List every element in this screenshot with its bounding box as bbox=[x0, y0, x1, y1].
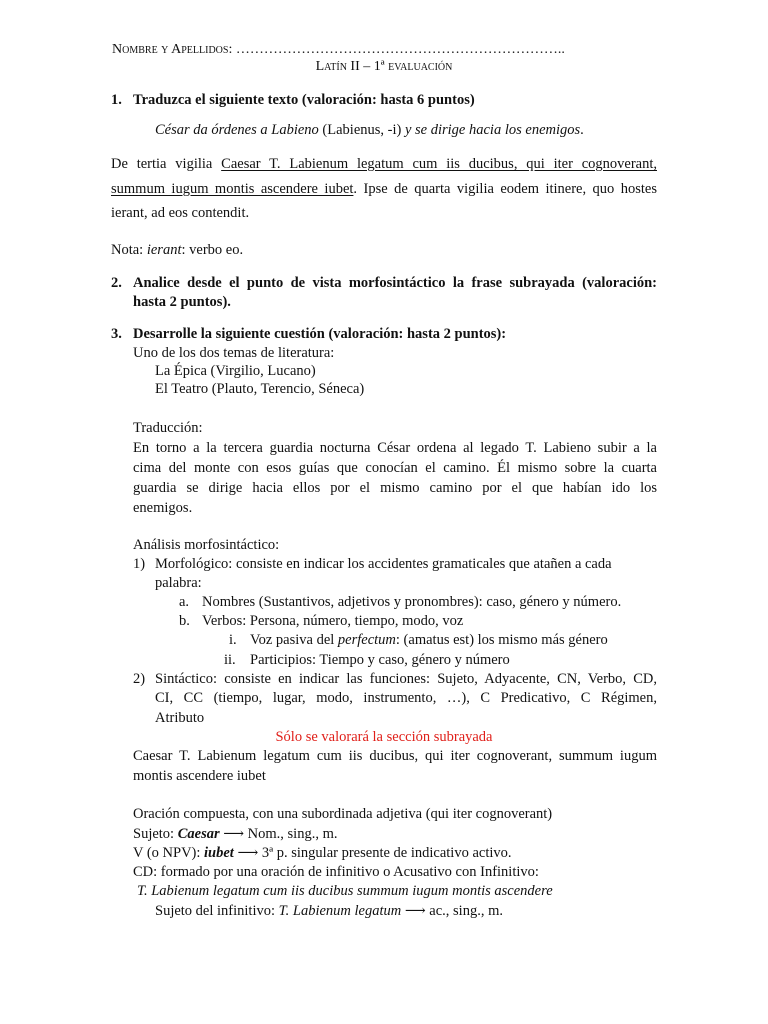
item-i-post: : (amatus est) los mismo más género bbox=[395, 632, 608, 648]
q2-number: 2. bbox=[111, 275, 122, 291]
item-i-text bbox=[250, 632, 608, 649]
translation-line-4: enemigos. bbox=[133, 500, 193, 516]
note-word: ierant bbox=[146, 242, 182, 258]
item-a-marker: a. bbox=[179, 594, 190, 610]
infinitive-subject bbox=[155, 903, 503, 920]
syntax-line-1: Oración compuesta, con una subordinada adjetiva (qui iter cognoverant) bbox=[133, 806, 553, 822]
note-post: : verbo eo. bbox=[181, 242, 244, 258]
item-a-text: Nombres (Sustantivos, adjetivos y pronombres): caso, género y número. bbox=[202, 594, 622, 610]
latin-line-2 bbox=[111, 181, 657, 198]
red-note: Sólo se valorará la sección subrayada bbox=[275, 729, 493, 745]
synt-line-1: Sintáctico: consiste en indicar las funciones: Sujeto, Adyacente, CN, Verbo, CD, bbox=[155, 671, 657, 687]
translation-line-1: En torno a la tercera guardia nocturna César ordena al legado T. Labieno subir a la bbox=[133, 440, 657, 456]
item-i-pre: Voz pasiva del bbox=[250, 632, 338, 648]
translation-line-3: guardia se dirige hacia ellos por el mismo camino por el que habían ido los bbox=[133, 480, 657, 496]
inf-subject-analysis: ⟶ ac., sing., m. bbox=[401, 903, 503, 919]
infinitive-phrase: T. Labienum legatum cum iis ducibus summum iugum montis ascendere bbox=[137, 883, 553, 899]
synt-line-3: Atributo bbox=[155, 710, 205, 726]
name-dots: …………………………………………………………….. bbox=[232, 42, 565, 57]
syntax-cd: CD: formado por una oración de infinitivo o Acusativo con Infinitivo: bbox=[133, 864, 539, 880]
q1-heading: Traduzca el siguiente texto (valoración: hasta 6 puntos) bbox=[133, 92, 475, 108]
q3-heading: Desarrolle la siguiente cuestión (valoración: hasta 2 puntos): bbox=[133, 326, 507, 342]
q1-note bbox=[111, 242, 243, 259]
subject-analysis: ⟶ Nom., sing., m. bbox=[219, 826, 338, 842]
syntax-subject bbox=[133, 826, 338, 843]
morph-line-2: palabra: bbox=[155, 575, 202, 591]
synt-line-2: CI, CC (tiempo, lugar, modo, instrumento, …), C Predicativo, C Régimen, bbox=[155, 690, 657, 706]
item-b-marker: b. bbox=[179, 613, 190, 629]
item-i-word: perfectum bbox=[337, 632, 396, 648]
item-ii-marker: ii. bbox=[224, 652, 236, 668]
sentence-line-1: Caesar T. Labienum legatum cum iis ducibus, qui iter cognoverant, summum iugum bbox=[133, 748, 657, 764]
context-cesar: César da órdenes a Labieno bbox=[155, 122, 319, 138]
name-label: Nombre y Apellidos: bbox=[112, 42, 233, 57]
latin-l1-pre: De tertia vigilia bbox=[111, 156, 222, 172]
inf-subject-label: Sujeto del infinitivo: bbox=[155, 903, 279, 919]
analysis-label: Análisis morfosintáctico: bbox=[133, 537, 280, 553]
item-i-marker: i. bbox=[229, 632, 237, 648]
exam-title: Latín II – 1ª evaluación bbox=[315, 59, 453, 74]
q2-heading-1: Analice desde el punto de vista morfosintáctico la frase subrayada (valoración: bbox=[133, 275, 657, 291]
context-enemies: y se dirige hacia los enemigos bbox=[404, 122, 581, 138]
inf-subject-word: T. Labienum legatum bbox=[278, 903, 402, 919]
subject-word: Caesar bbox=[177, 826, 220, 842]
latin-line-1 bbox=[111, 156, 657, 173]
verb-word: iubet bbox=[204, 845, 234, 861]
q1-context bbox=[155, 122, 584, 139]
latin-line-3: ierant, ad eos contendit. bbox=[111, 205, 250, 221]
item-b-text: Verbos: Persona, número, tiempo, modo, voz bbox=[202, 613, 464, 629]
q2-heading-2: hasta 2 puntos). bbox=[133, 294, 231, 310]
q3-topic-epica: La Épica (Virgilio, Lucano) bbox=[155, 363, 316, 379]
translation-line-2: cima del monte con esos guías que conocían el camino. Él mismo sobre la cuarta bbox=[133, 460, 657, 476]
latin-l2-underlined: summum iugum montis ascendere iubet bbox=[111, 181, 354, 197]
translation-label: Traducción: bbox=[133, 420, 203, 436]
sentence-line-2: montis ascendere iubet bbox=[133, 768, 266, 784]
q3-intro: Uno de los dos temas de literatura: bbox=[133, 345, 335, 361]
item-ii-text: Participios: Tiempo y caso, género y número bbox=[250, 652, 510, 668]
note-prefix: Nota: bbox=[111, 242, 147, 258]
morph-number: 1) bbox=[133, 556, 146, 572]
q3-number: 3. bbox=[111, 326, 122, 342]
morph-line-1: Morfológico: consiste en indicar los accidentes gramaticales que atañen a cada bbox=[155, 556, 612, 572]
q3-topic-teatro: El Teatro (Plauto, Terencio, Séneca) bbox=[155, 381, 365, 397]
synt-number: 2) bbox=[133, 671, 146, 687]
latin-l1-underlined: Caesar T. Labienum legatum cum iis ducibus, qui iter cognoverant, bbox=[221, 156, 657, 172]
context-labienus: (Labienus, -i) bbox=[318, 122, 405, 138]
q1-number: 1. bbox=[111, 92, 122, 108]
syntax-verb bbox=[133, 845, 512, 862]
verb-analysis: ⟶ 3ª p. singular presente de indicativo activo. bbox=[233, 845, 512, 861]
verb-label: V (o NPV): bbox=[133, 845, 205, 861]
context-period: . bbox=[580, 122, 584, 138]
name-line bbox=[112, 41, 565, 58]
latin-l2-post: . Ipse de quarta vigilia eodem itinere, quo hostes bbox=[353, 181, 657, 197]
subject-label: Sujeto: bbox=[133, 826, 178, 842]
